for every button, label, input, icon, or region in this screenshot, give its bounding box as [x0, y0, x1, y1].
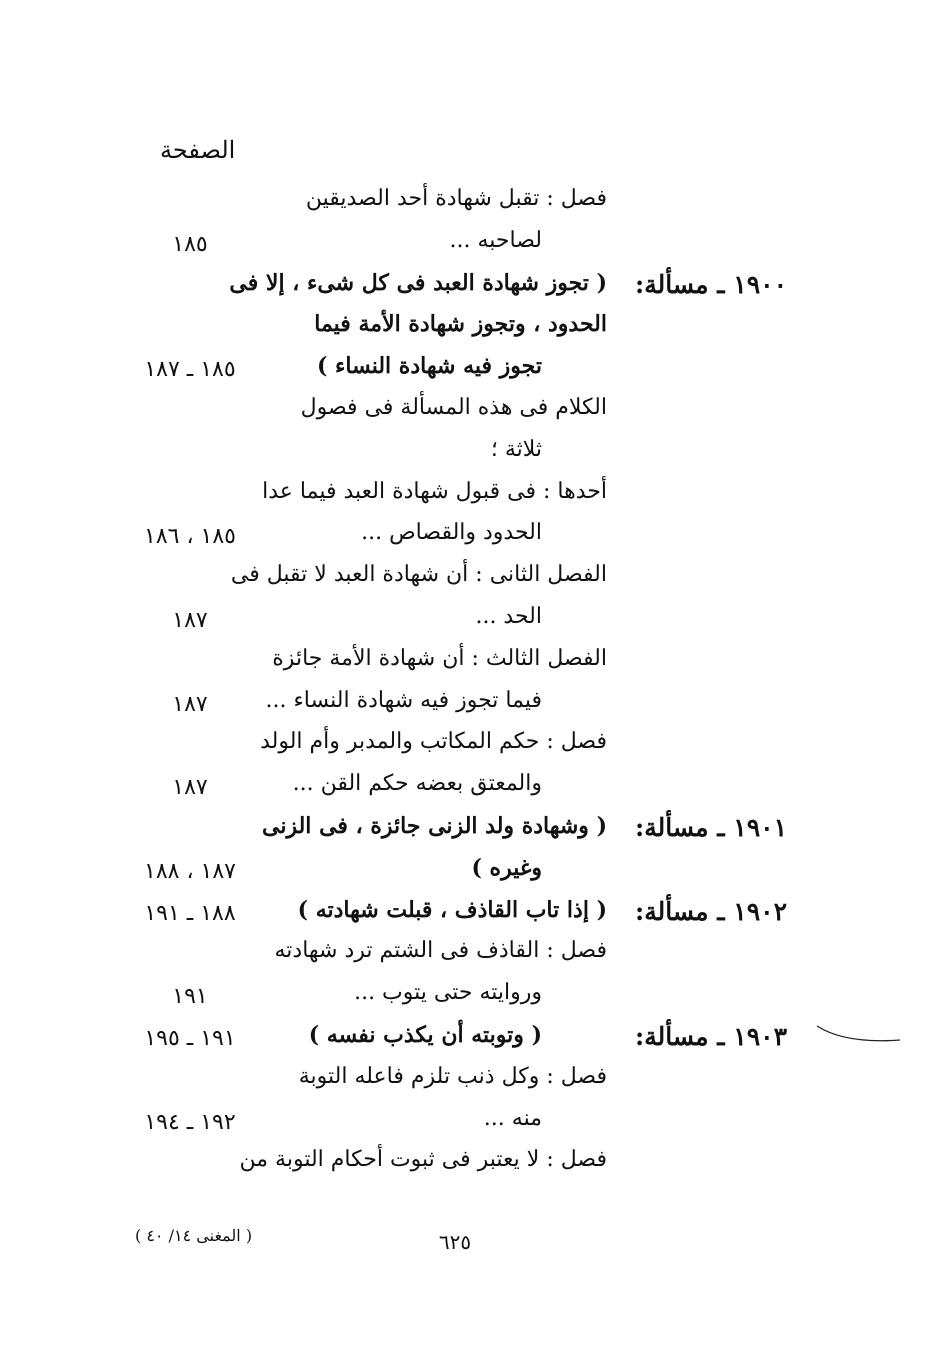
- entry-text: فصل : تقبل شهادة أحد الصديقين: [305, 186, 607, 211]
- entry-page-ref: ١٩١ ـ ١٩٥: [144, 1026, 236, 1051]
- entry-page-ref: ١٨٧: [172, 691, 208, 717]
- index-row: [0, 729, 942, 771]
- index-row: [0, 855, 942, 897]
- entry-text: الكلام فى هذه المسألة فى فصول: [300, 395, 607, 420]
- page-column-header: الصفحة: [160, 136, 236, 164]
- index-row: [0, 604, 942, 646]
- issue-number-label: ١٩٠٣ ـ مسألة:: [634, 1022, 787, 1051]
- entry-text: ( تجوز شهادة العبد فى كل شىء ، إلا فى: [229, 269, 607, 296]
- index-row: [0, 1147, 942, 1189]
- index-row: [0, 646, 942, 688]
- entry-text: وروايته حتى يتوب ...: [354, 980, 542, 1006]
- index-row: [0, 395, 942, 437]
- entry-text: فصل : لا يعتبر فى ثبوت أحكام التوبة من: [239, 1147, 607, 1173]
- issue-number-label: ١٩٠٠ ـ مسألة:: [634, 269, 787, 299]
- entry-page-ref: ١٨٥: [172, 231, 208, 257]
- index-row: [0, 1022, 942, 1064]
- entry-text: ثلاثة ؛: [490, 436, 542, 462]
- entry-text: الفصل الثانى : أن شهادة العبد لا تقبل فى: [230, 562, 607, 588]
- entry-text: منه ...: [483, 1105, 542, 1131]
- entry-page-ref: ١٨٥ ـ ١٨٧: [144, 357, 236, 383]
- entry-page-ref: ١٩١: [172, 984, 208, 1010]
- entry-text: فصل : حكم المكاتب والمدبر وأم الولد: [260, 729, 607, 755]
- entry-text: فيما تجوز فيه شهادة النساء ...: [265, 687, 542, 713]
- index-row: [0, 1064, 942, 1106]
- entry-text: أحدها : فى قبول شهادة العبد فيما عدا: [262, 478, 607, 504]
- entry-text: ( إذا تاب القاذف ، قبلت شهادته ): [297, 896, 607, 923]
- entry-page-ref: ١٨٧ ، ١٨٨: [144, 858, 236, 884]
- entry-page-ref: ١٨٧: [172, 608, 208, 633]
- index-row: [0, 520, 942, 562]
- index-row: [0, 980, 942, 1022]
- entry-text: الفصل الثالث : أن شهادة الأمة جائزة: [272, 645, 607, 671]
- issue-number-label: ١٩٠١ ـ مسألة:: [634, 813, 787, 842]
- entry-text: فصل : وكل ذنب تلزم فاعله التوبة: [298, 1063, 607, 1089]
- index-row: [0, 186, 942, 228]
- footer-page-number: ٦٢٥: [438, 1230, 472, 1254]
- entry-text: والمعتق بعضه حكم القن ...: [292, 771, 542, 797]
- index-row: [0, 311, 942, 353]
- index-row: [0, 1106, 942, 1148]
- index-row: [0, 771, 942, 813]
- index-row: [0, 437, 942, 479]
- entry-text: ( وشهادة ولد الزنى جائزة ، فى الزنى: [262, 813, 607, 839]
- entry-text: الحد ...: [475, 604, 542, 629]
- index-row: [0, 938, 942, 980]
- entry-page-ref: ١٨٧: [172, 775, 208, 801]
- entry-text: فصل : القاذف فى الشتم ترد شهادته: [274, 938, 607, 964]
- entry-text: ( وتوبته أن يكذب نفسه ): [308, 1022, 542, 1048]
- entry-page-ref: ١٨٥ ، ١٨٦: [144, 524, 236, 550]
- pen-stroke-mark: [815, 1022, 905, 1052]
- entry-page-ref: ١٩٢ ـ ١٩٤: [144, 1109, 236, 1135]
- index-row: [0, 353, 942, 395]
- entry-text: الحدود والقصاص ...: [361, 520, 542, 546]
- index-row: [0, 270, 942, 312]
- entry-page-ref: ١٨٨ ـ ١٩١: [144, 900, 236, 926]
- index-row: [0, 228, 942, 270]
- index-row: [0, 688, 942, 730]
- index-row: [0, 813, 942, 855]
- issue-number-label: ١٩٠٢ ـ مسألة:: [634, 896, 787, 926]
- entry-text: وغيره ): [471, 854, 542, 881]
- entry-text: الحدود ، وتجوز شهادة الأمة فيما: [314, 311, 607, 338]
- index-row: [0, 897, 942, 939]
- index-row: [0, 562, 942, 604]
- entry-text: تجوز فيه شهادة النساء ): [316, 353, 542, 380]
- index-row: [0, 479, 942, 521]
- entry-text: لصاحبه ...: [449, 227, 542, 253]
- footer-source: ( المغنى ١٤/ ٤٠ ): [135, 1226, 253, 1245]
